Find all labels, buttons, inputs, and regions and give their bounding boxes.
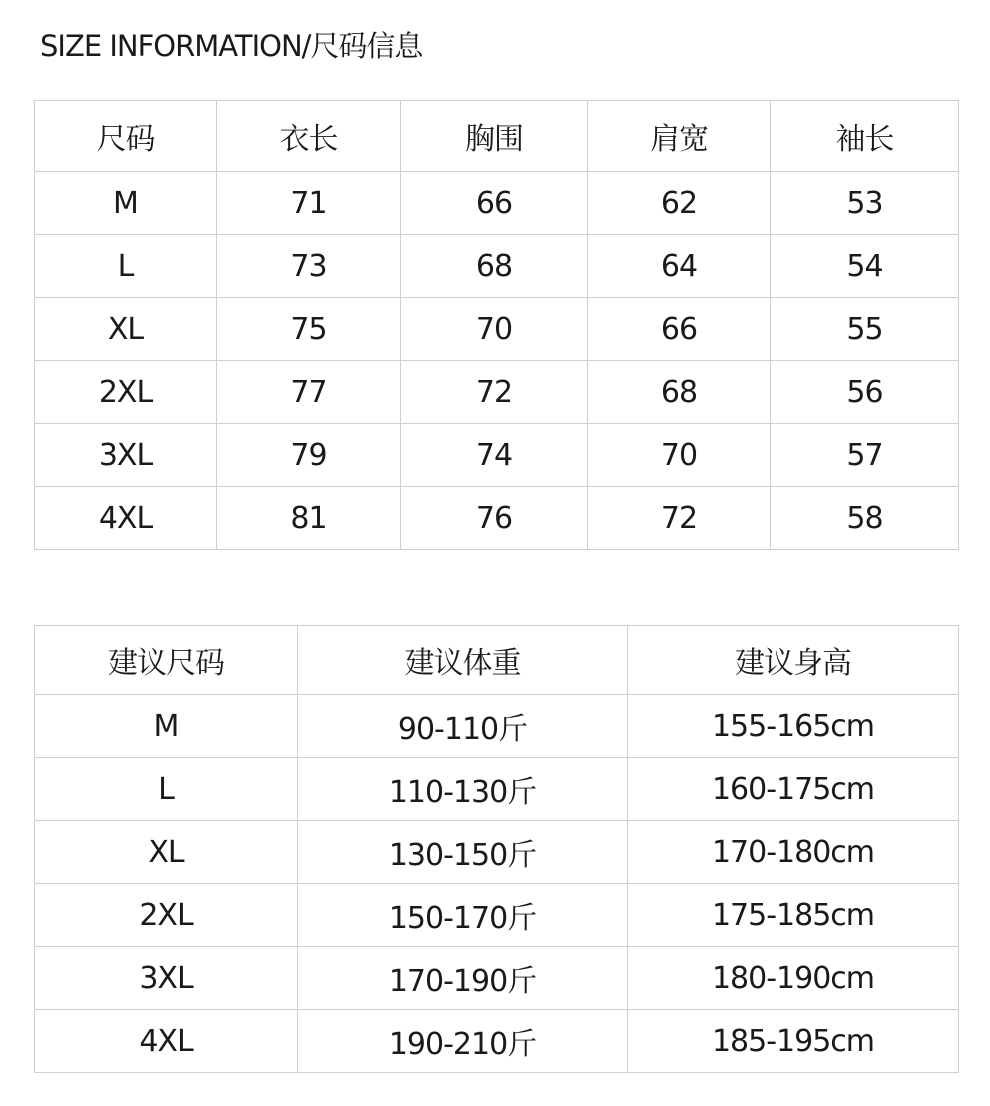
cell-shoulder: 66 (588, 298, 771, 361)
cell-shoulder: 62 (588, 172, 771, 235)
table-row (35, 884, 959, 947)
cell-length: 71 (217, 172, 401, 235)
cell-sleeve: 57 (771, 424, 959, 487)
cell-size: 4XL (35, 1010, 298, 1073)
cell-length: 81 (217, 487, 401, 550)
cell-weight: 110-130斤 (298, 758, 628, 821)
cell-size: L (35, 235, 217, 298)
table-row (35, 758, 959, 821)
cell-weight: 90-110斤 (298, 695, 628, 758)
cell-shoulder: 64 (588, 235, 771, 298)
header-recommended-size: 建议尺码 (35, 626, 298, 695)
cell-sleeve: 53 (771, 172, 959, 235)
cell-height: 170-180cm (628, 821, 959, 884)
cell-chest: 74 (401, 424, 588, 487)
size-chart-table (34, 100, 959, 550)
cell-size: 3XL (35, 947, 298, 1010)
table-row (35, 424, 959, 487)
header-shoulder: 肩宽 (588, 101, 771, 172)
table-row (35, 1010, 959, 1073)
cell-weight: 130-150斤 (298, 821, 628, 884)
cell-height: 175-185cm (628, 884, 959, 947)
cell-weight: 170-190斤 (298, 947, 628, 1010)
cell-sleeve: 56 (771, 361, 959, 424)
table-header-row (35, 101, 959, 172)
header-sleeve: 袖长 (771, 101, 959, 172)
cell-length: 75 (217, 298, 401, 361)
table-row (35, 695, 959, 758)
cell-sleeve: 54 (771, 235, 959, 298)
header-chest: 胸围 (401, 101, 588, 172)
header-recommended-height: 建议身高 (628, 626, 959, 695)
table-row (35, 298, 959, 361)
cell-length: 79 (217, 424, 401, 487)
cell-size: XL (35, 821, 298, 884)
table-row (35, 821, 959, 884)
table-row (35, 947, 959, 1010)
cell-size: 2XL (35, 361, 217, 424)
cell-size: L (35, 758, 298, 821)
recommended-size-table (34, 625, 959, 1073)
cell-length: 77 (217, 361, 401, 424)
cell-height: 180-190cm (628, 947, 959, 1010)
cell-chest: 76 (401, 487, 588, 550)
cell-size: M (35, 172, 217, 235)
cell-chest: 70 (401, 298, 588, 361)
cell-length: 73 (217, 235, 401, 298)
cell-weight: 190-210斤 (298, 1010, 628, 1073)
cell-size: XL (35, 298, 217, 361)
cell-height: 155-165cm (628, 695, 959, 758)
cell-sleeve: 58 (771, 487, 959, 550)
table-row (35, 361, 959, 424)
page-title: SIZE INFORMATION/尺码信息 (40, 29, 423, 63)
table-header-row (35, 626, 959, 695)
header-size: 尺码 (35, 101, 217, 172)
cell-height: 185-195cm (628, 1010, 959, 1073)
cell-chest: 66 (401, 172, 588, 235)
cell-shoulder: 68 (588, 361, 771, 424)
cell-size: 4XL (35, 487, 217, 550)
cell-shoulder: 72 (588, 487, 771, 550)
cell-size: M (35, 695, 298, 758)
cell-size: 2XL (35, 884, 298, 947)
header-recommended-weight: 建议体重 (298, 626, 628, 695)
cell-weight: 150-170斤 (298, 884, 628, 947)
table-row (35, 487, 959, 550)
cell-shoulder: 70 (588, 424, 771, 487)
cell-chest: 68 (401, 235, 588, 298)
table-row (35, 235, 959, 298)
cell-height: 160-175cm (628, 758, 959, 821)
table-row (35, 172, 959, 235)
cell-sleeve: 55 (771, 298, 959, 361)
cell-chest: 72 (401, 361, 588, 424)
cell-size: 3XL (35, 424, 217, 487)
header-length: 衣长 (217, 101, 401, 172)
